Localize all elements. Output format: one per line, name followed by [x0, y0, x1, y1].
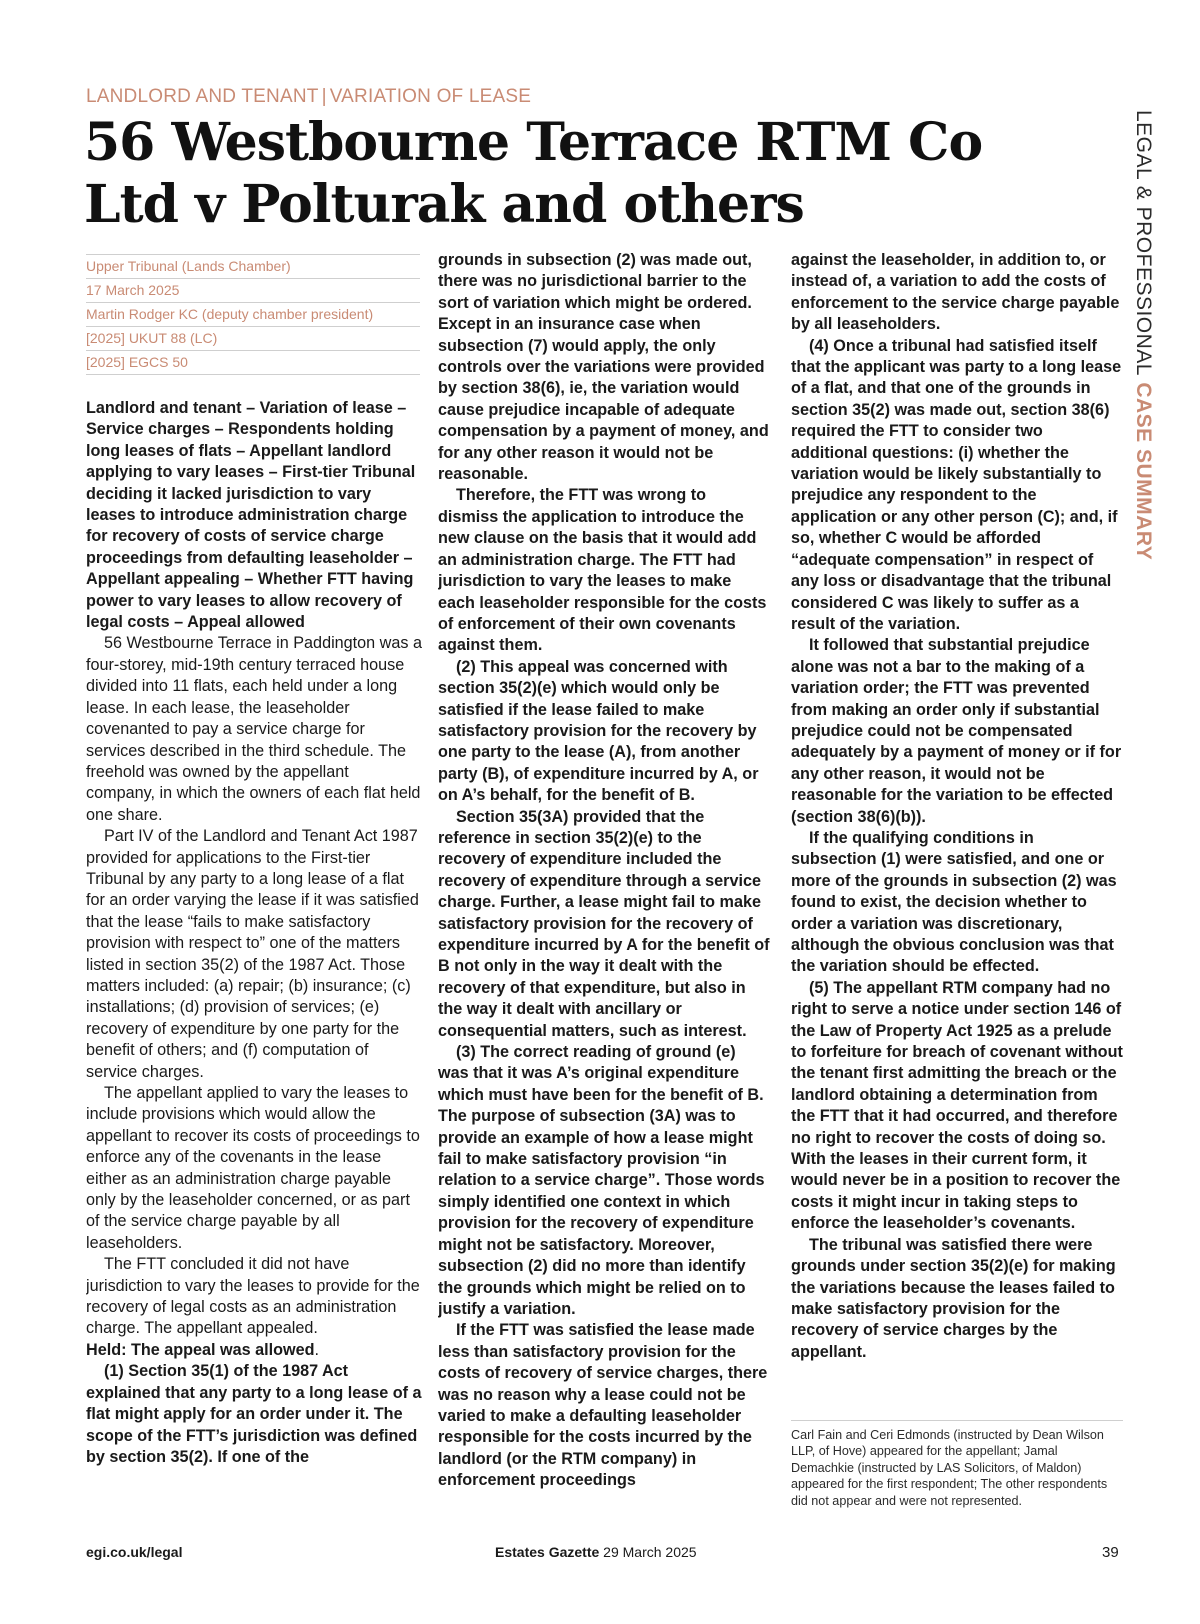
meta-court: Upper Tribunal (Lands Chamber) — [86, 254, 420, 278]
kicker-separator: | — [321, 86, 327, 107]
paragraph: (4) Once a tribunal had satisfied itself that the applicant was party to a long lease of a flat, and that one of the grounds in section 35(2) was made out, section 38(6) required the FTT to consider two additional questions: (i) whether the variation would be likely substantially to prejudice any respondent to the application or any other person (C); and, if so, whether C would be afforded “adequate compensation” in respect of any loss or disadvantage that the tribunal considered C was likely to suffer as a result of the variation. — [791, 336, 1122, 633]
case-summary-keywords: Landlord and tenant – Variation of lease – Service charges – Respondents holding long leases of flats – Appellant landlord applying to vary leases – First-tier Tribunal deciding it lacked jurisdiction to vary leases to introduce administration charge for recovery of costs of service charge proceedings from defaulting leaseholder – Appellant appealing – Whether FTT having power to vary leases to allow recovery of legal costs – Appeal allowed — [86, 399, 416, 632]
paragraph: 56 Westbourne Terrace in Paddington was a four-storey, mid-19th century terraced house divided into 11 flats, each held under a long lease. In each lease, the leaseholder covenanted to pay a service charge for services described in the third schedule. The freehold was owned by the appellant company, in which the owners of each flat held one share. — [86, 634, 422, 824]
held-statement: Held: The appeal was allowed — [86, 1340, 315, 1359]
paragraph: The FTT concluded it did not have jurisdiction to vary the leases to provide for the recovery of legal costs as an administration charge. The appellant appealed. — [86, 1255, 420, 1338]
paragraph: (5) The appellant RTM company had no right to serve a notice under section 146 of the Law of Property Act 1925 as a prelude to forfeiture for breach of covenant without the tenant first admitting the breach or the landlord obtaining a determination from the FTT that it had occurred, and therefore no right to recover the costs of doing so. With the leases in their current form, it would never be in a position to recover the costs it might incur in taking steps to enforce the leaseholder’s covenants. — [791, 978, 1123, 1233]
held-line — [86, 1340, 422, 1361]
paragraph: against the leaseholder, in addition to, or instead of, a variation to add the costs of enforcement to the service charge payable by all leaseholders. — [791, 251, 1120, 334]
held-period: . — [314, 1340, 319, 1359]
article-headline: 56 Westbourne Terrace RTM Co Ltd v Polturak and others — [84, 112, 983, 235]
page-number: 39 — [1102, 1544, 1119, 1561]
side-section-label — [1131, 110, 1155, 560]
paragraph: (1) Section 35(1) of the 1987 Act explained that any party to a long lease of a flat might apply for an order under it. The scope of the FTT’s jurisdiction was defined by section 35(2). If one of the — [86, 1362, 422, 1466]
paragraph: grounds in subsection (2) was made out, there was no jurisdictional barrier to the sort of variation which might be ordered. Except in an insurance case when subsection (7) would apply, the only controls over the variations were provided by section 38(6), ie, the variation would cause prejudice incapable of adequate compensation by a payment of money, and for any other reason it would not be reasonable. — [438, 251, 769, 484]
paragraph: Therefore, the FTT was wrong to dismiss the application to introduce the new clause on the basis that it would add an administration charge. The FTT had jurisdiction to vary the leases to make each leaseholder responsible for the costs of enforcement of their own covenants against them. — [438, 486, 767, 655]
section-kicker — [86, 86, 531, 108]
footer-website: egi.co.uk/legal — [86, 1544, 183, 1560]
side-label-prefix: LEGAL & PROFESSIONAL — [1132, 110, 1155, 376]
paragraph: The tribunal was satisfied there were grounds under section 35(2)(e) for making the variations because the leases failed to make satisfactory provision for the recovery of service charges by the appellant. — [791, 1235, 1116, 1361]
case-metadata — [86, 254, 420, 375]
side-label-accent: CASE SUMMARY — [1132, 382, 1155, 561]
paragraph: (2) This appeal was concerned with section 35(2)(e) which would only be satisfied if the lease failed to make satisfactory provision for the recovery by one party to the lease (A), from another party (B), of expenditure incurred by A, or on A’s behalf, for the benefit of B. — [438, 657, 759, 805]
paragraph: (3) The correct reading of ground (e) was that it was A’s original expenditure which must have been for the benefit of B. The purpose of subsection (3A) was to provide an example of how a lease might fail to make satisfactory provision “in relation to a service charge”. Those words simply identified one context in which provision for the recovery of expenditure might not be satisfactory. Moreover, subsection (2) did no more than identify the grounds which might be relied on to justify a variation. — [438, 1043, 765, 1318]
kicker-section: LANDLORD AND TENANT — [86, 86, 319, 107]
paragraph: Section 35(3A) provided that the reference in section 35(2)(e) to the recovery of expenditure included the recovery of expenditure through a service charge. Further, a lease might fail to make satisfactory provision for the recovery of expenditure incurred by A for the benefit of B not only in the way it dealt with the recovery of that expenditure, but also in the way it dealt with ancillary or consequential matters, such as interest. — [438, 807, 770, 1040]
meta-judge: Martin Rodger KC (deputy chamber president) — [86, 302, 420, 326]
text-column-2 — [438, 250, 770, 1504]
counsel-note: Carl Fain and Ceri Edmonds (instructed by Dean Wilson LLP, of Hove) appeared for the appellant; Jamal Demachkie (instructed by LAS Solicitors, of Maldon) appeared for the first respondent; The other respondents did not appear and were not represented. — [791, 1420, 1123, 1509]
kicker-topic: VARIATION OF LEASE — [329, 86, 532, 107]
text-column-3 — [791, 250, 1123, 1410]
meta-citation: [2025] UKUT 88 (LC) — [86, 326, 420, 350]
footer-publication: Estates Gazette — [495, 1544, 600, 1560]
paragraph: The appellant applied to vary the leases to include provisions which would allow the appellant to recover its costs of proceedings to enforce any of the covenants in the lease either as an administration charge payable only by the leaseholder concerned, or as part of the service charge payable by all leaseholders. — [86, 1084, 420, 1252]
text-column-1 — [86, 398, 422, 1504]
paragraph: It followed that substantial prejudice alone was not a bar to the making of a variation order; the FTT was prevented from making an order only if substantial prejudice could not be compensated adequately by a payment of money or if for any other reason, it would not be reasonable for the variation to be effected (section 38(6)(b)). — [791, 636, 1122, 826]
paragraph: Part IV of the Landlord and Tenant Act 1987 provided for applications to the First-tier Tribunal by any party to a long lease of a flat for an order varying the lease if it was satisfied that the lease “fails to make satisfactory provision with respect to” one of the matters listed in section 35(2) of the 1987 Act. Those matters included: (a) repair; (b) insurance; (c) installations; (d) provision of services; (e) recovery of expenditure by one party for the benefit of others; and (f) computation of service charges. — [86, 827, 419, 1081]
meta-egcs-citation: [2025] EGCS 50 — [86, 350, 420, 375]
paragraph: If the qualifying conditions in subsection (1) were satisfied, and one or more of the grounds in subsection (2) was found to exist, the decision whether to order a variation was discretionary, although the obvious conclusion was that the variation should be effected. — [791, 828, 1117, 976]
footer-publication-line — [495, 1544, 697, 1560]
paragraph: If the FTT was satisfied the lease made less than satisfactory provision for the costs of recovery of service charges, there was no reason why a lease could not be varied to make a defaulting leaseholder responsible for the costs incurred by the landlord (or the RTM company) in enforcement proceedings — [438, 1321, 768, 1490]
footer-date: 29 March 2025 — [603, 1544, 697, 1560]
meta-date: 17 March 2025 — [86, 278, 420, 302]
